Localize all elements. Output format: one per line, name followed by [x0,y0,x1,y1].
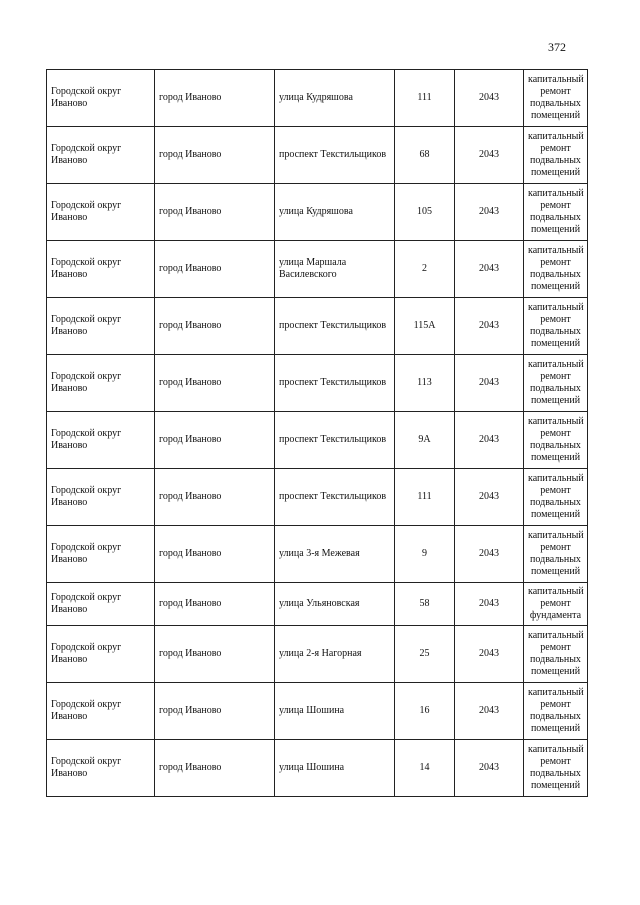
house-number-cell: 14 [395,740,455,797]
street-cell: проспект Текстильщиков [275,412,395,469]
okrug-cell: Городской округ Иваново [47,412,155,469]
year-cell: 2043 [455,583,524,626]
work-type-cell: капитальный ремонт подвальных помещений [524,683,588,740]
okrug-cell: Городской округ Иваново [47,583,155,626]
table-row [47,70,588,127]
street-cell: улица Ульяновская [275,583,395,626]
city-cell: город Иваново [155,298,275,355]
year-cell: 2043 [455,526,524,583]
year-cell: 2043 [455,740,524,797]
work-type-cell: капитальный ремонт подвальных помещений [524,127,588,184]
okrug-cell: Городской округ Иваново [47,355,155,412]
street-cell: улица Кудряшова [275,184,395,241]
city-cell: город Иваново [155,683,275,740]
table-row [47,298,588,355]
street-cell: улица Шошина [275,683,395,740]
work-type-cell: капитальный ремонт подвальных помещений [524,412,588,469]
house-number-cell: 16 [395,683,455,740]
okrug-cell: Городской округ Иваново [47,70,155,127]
work-type-cell: капитальный ремонт подвальных помещений [524,241,588,298]
city-cell: город Иваново [155,241,275,298]
house-number-cell: 105 [395,184,455,241]
work-type-cell: капитальный ремонт подвальных помещений [524,355,588,412]
table-row [47,469,588,526]
city-cell: город Иваново [155,355,275,412]
table-row [47,355,588,412]
year-cell: 2043 [455,683,524,740]
city-cell: город Иваново [155,127,275,184]
street-cell: проспект Текстильщиков [275,127,395,184]
work-type-cell: капитальный ремонт подвальных помещений [524,469,588,526]
city-cell: город Иваново [155,184,275,241]
year-cell: 2043 [455,298,524,355]
work-type-cell: капитальный ремонт фундамента [524,583,588,626]
table-row [47,184,588,241]
work-type-cell: капитальный ремонт подвальных помещений [524,626,588,683]
house-number-cell: 9А [395,412,455,469]
year-cell: 2043 [455,626,524,683]
year-cell: 2043 [455,127,524,184]
house-number-cell: 111 [395,469,455,526]
year-cell: 2043 [455,469,524,526]
page-number: 372 [548,40,566,54]
repair-schedule-table [46,69,588,797]
street-cell: проспект Текстильщиков [275,298,395,355]
table-row [47,241,588,298]
city-cell: город Иваново [155,583,275,626]
city-cell: город Иваново [155,526,275,583]
year-cell: 2043 [455,70,524,127]
work-type-cell: капитальный ремонт подвальных помещений [524,526,588,583]
okrug-cell: Городской округ Иваново [47,526,155,583]
street-cell: проспект Текстильщиков [275,355,395,412]
street-cell: улица 2-я Нагорная [275,626,395,683]
house-number-cell: 2 [395,241,455,298]
house-number-cell: 25 [395,626,455,683]
house-number-cell: 9 [395,526,455,583]
street-cell: улица Кудряшова [275,70,395,127]
street-cell: улица Маршала Василевского [275,241,395,298]
year-cell: 2043 [455,355,524,412]
city-cell: город Иваново [155,626,275,683]
city-cell: город Иваново [155,412,275,469]
table-row [47,626,588,683]
table-row [47,127,588,184]
year-cell: 2043 [455,184,524,241]
house-number-cell: 115А [395,298,455,355]
okrug-cell: Городской округ Иваново [47,298,155,355]
okrug-cell: Городской округ Иваново [47,626,155,683]
work-type-cell: капитальный ремонт подвальных помещений [524,298,588,355]
street-cell: проспект Текстильщиков [275,469,395,526]
year-cell: 2043 [455,412,524,469]
work-type-cell: капитальный ремонт подвальных помещений [524,740,588,797]
okrug-cell: Городской округ Иваново [47,469,155,526]
city-cell: город Иваново [155,469,275,526]
house-number-cell: 58 [395,583,455,626]
city-cell: город Иваново [155,70,275,127]
table-row [47,583,588,626]
work-type-cell: капитальный ремонт подвальных помещений [524,184,588,241]
table-row [47,683,588,740]
okrug-cell: Городской округ Иваново [47,740,155,797]
house-number-cell: 113 [395,355,455,412]
street-cell: улица Шошина [275,740,395,797]
street-cell: улица 3-я Межевая [275,526,395,583]
okrug-cell: Городской округ Иваново [47,184,155,241]
city-cell: город Иваново [155,740,275,797]
okrug-cell: Городской округ Иваново [47,127,155,184]
okrug-cell: Городской округ Иваново [47,683,155,740]
okrug-cell: Городской округ Иваново [47,241,155,298]
table-row [47,412,588,469]
year-cell: 2043 [455,241,524,298]
work-type-cell: капитальный ремонт подвальных помещений [524,70,588,127]
house-number-cell: 111 [395,70,455,127]
table-row [47,526,588,583]
table-row [47,740,588,797]
house-number-cell: 68 [395,127,455,184]
